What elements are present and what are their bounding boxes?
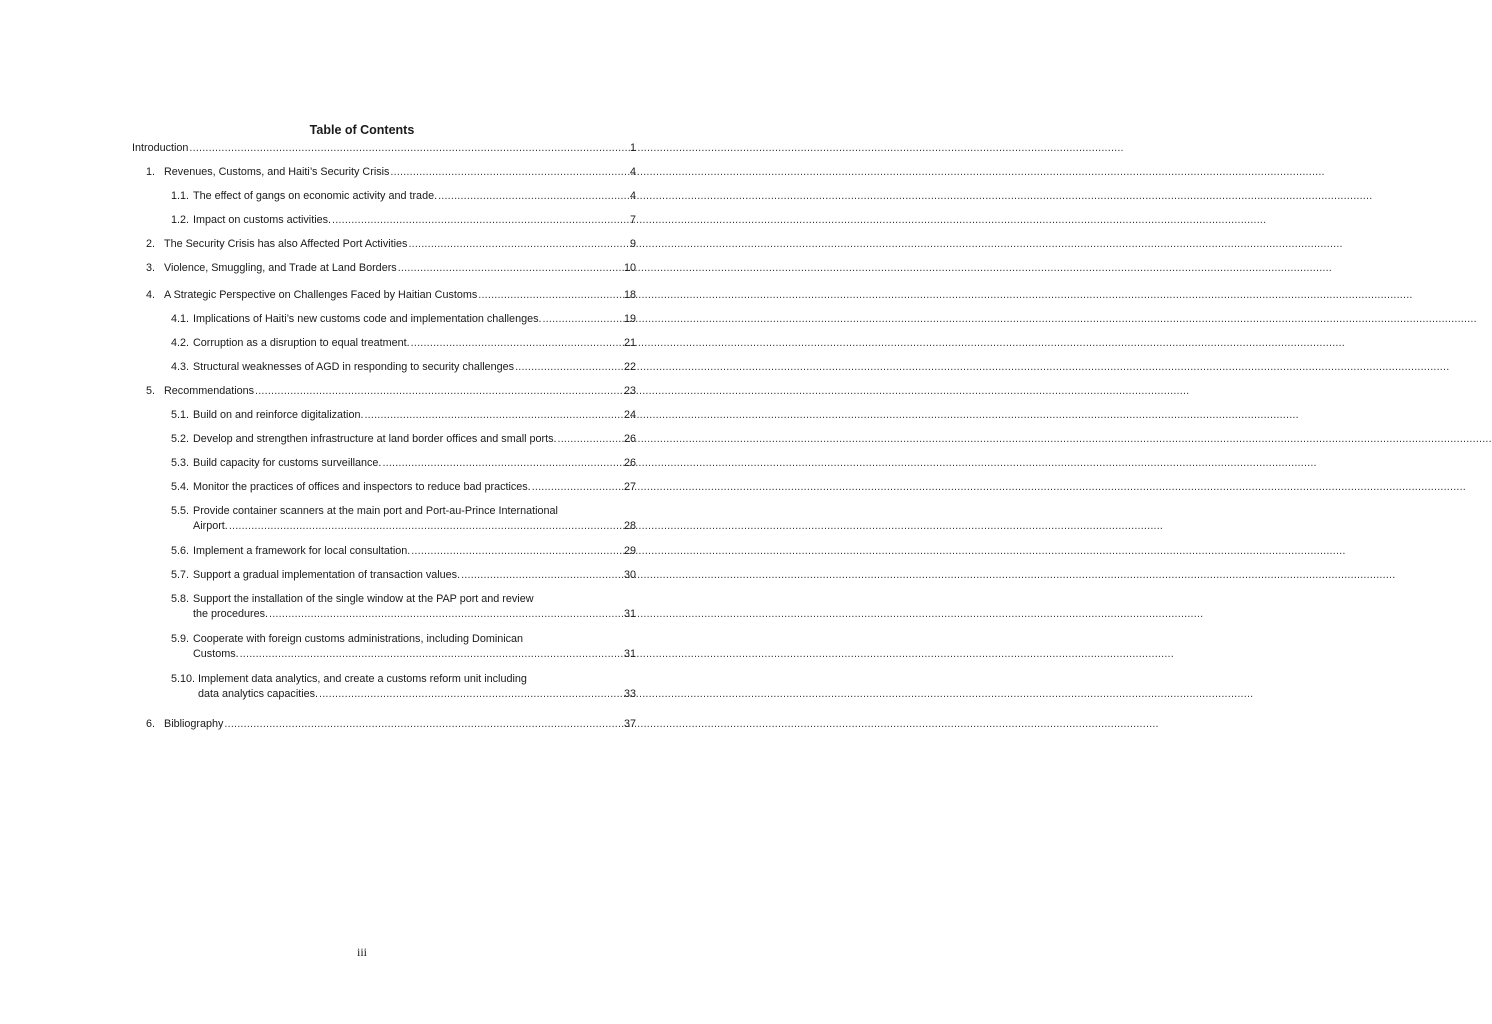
toc-title: Table of Contents: [309, 123, 415, 137]
dot-leader: [411, 336, 623, 351]
toc-entry-number: 5.3.: [171, 457, 190, 469]
dot-leader: [558, 432, 623, 447]
toc-entry-title: Monitor the practices of offices and inspectors to reduce bad practices.: [193, 481, 531, 493]
dot-leader: [515, 360, 623, 375]
dot-leader: [319, 687, 623, 702]
toc-entry[interactable]: [171, 312, 636, 327]
toc-entry-page: 23: [623, 385, 636, 397]
toc-entry-number: 2.: [146, 238, 156, 250]
dot-leader: [240, 647, 623, 662]
toc-entry[interactable]: [171, 213, 636, 228]
toc-entry-title: Support the installation of the single window at the PAP port and review: [193, 593, 534, 605]
toc-entry-title: Implement data analytics, and create a customs reform unit including: [198, 673, 527, 685]
toc-entry[interactable]: [146, 717, 636, 732]
toc-entry-page: 22: [623, 361, 636, 373]
toc-entry[interactable]: [146, 384, 636, 399]
toc-entry-title: Revenues, Customs, and Haiti’s Security Crisis: [164, 166, 390, 178]
toc-entry[interactable]: [171, 568, 636, 583]
toc-entry-page: 18: [623, 289, 636, 301]
toc-entry[interactable]: [171, 408, 636, 423]
toc-entry-title: Support a gradual implementation of transaction values.: [193, 569, 461, 581]
toc-entry[interactable]: [146, 237, 636, 252]
toc-entry-title: Cooperate with foreign customs administrations, including Dominican: [193, 633, 524, 645]
dot-leader: [332, 213, 629, 228]
toc-entry-title: Violence, Smuggling, and Trade at Land Borders: [164, 262, 397, 274]
toc-entry-page: 21: [623, 337, 636, 349]
toc-entry[interactable]: [171, 456, 636, 471]
dot-leader: [438, 189, 629, 204]
dot-leader: [224, 717, 623, 732]
toc-entry-title: Implement a framework for local consultation.: [193, 545, 411, 557]
toc-entry-title-continued: data analytics capacities.: [198, 688, 319, 700]
toc-entry-title: Impact on customs activities.: [193, 214, 332, 226]
page-number: iii: [356, 945, 367, 959]
toc-entry-number: 5.2.: [171, 433, 190, 445]
toc-entry-number: 1.2.: [171, 214, 190, 226]
toc-entry-page: 4: [629, 190, 636, 202]
toc-entry[interactable]: [171, 504, 636, 534]
dot-leader: [255, 384, 623, 399]
toc-entry-number: 5.6.: [171, 545, 190, 557]
toc-entry[interactable]: [171, 632, 636, 662]
toc-entry[interactable]: [146, 288, 636, 303]
toc-entry-number: 4.3.: [171, 361, 190, 373]
toc-entry-page: 1: [629, 142, 636, 154]
toc-entry-page: 19: [623, 313, 636, 325]
toc-entry[interactable]: [171, 360, 636, 375]
dot-leader: [364, 408, 623, 423]
toc-entry-page: 24: [623, 409, 636, 421]
toc-entry[interactable]: [132, 141, 636, 156]
toc-entry-title: Recommendations: [164, 385, 255, 397]
toc-entry-title: Build on and reinforce digitalization.: [193, 409, 364, 421]
toc-entry-number: 4.1.: [171, 313, 190, 325]
toc-entry-number: 4.: [146, 289, 156, 301]
toc-entry-page: 26: [623, 433, 636, 445]
toc-entry-page: 30: [623, 569, 636, 581]
toc-entry-page: 7: [629, 214, 636, 226]
toc-entry-title: Build capacity for customs surveillance.: [193, 457, 382, 469]
toc-entry-title: Structural weaknesses of AGD in responding to security challenges: [193, 361, 515, 373]
toc-entry-page: 28: [623, 520, 636, 532]
toc-entry-page: 37: [623, 718, 636, 730]
toc-entry-page: 9: [629, 238, 636, 250]
toc-entry-title: Provide container scanners at the main port and Port-au-Prince International: [193, 505, 558, 517]
toc-entry-title: Corruption as a disruption to equal treatment.: [193, 337, 410, 349]
toc-entry-number: 3.: [146, 262, 156, 274]
toc-entry-page: 27: [623, 481, 636, 493]
toc-entry-page: 26: [623, 457, 636, 469]
toc-entry-title: Bibliography: [164, 718, 224, 730]
toc-entry-title-continued: the procedures.: [193, 608, 269, 620]
toc-entry-page: 29: [623, 545, 636, 557]
toc-entry-number: 1.: [146, 166, 156, 178]
toc-entry-number: 5.: [146, 385, 156, 397]
dot-leader: [408, 237, 629, 252]
toc-entry[interactable]: [146, 261, 636, 276]
toc-entry-number: 5.5.: [171, 505, 190, 517]
toc-entry-title: A Strategic Perspective on Challenges Faced by Haitian Customs: [164, 289, 478, 301]
toc-entry-page: 31: [623, 648, 636, 660]
toc-entry-number: 4.2.: [171, 337, 190, 349]
toc-entry-title: Develop and strengthen infrastructure at land border offices and small ports.: [193, 433, 557, 445]
toc-entry-number: 5.9.: [171, 633, 190, 645]
toc-entry[interactable]: [146, 165, 636, 180]
toc-entry-number: 1.1.: [171, 190, 190, 202]
toc-entry-page: 31: [623, 608, 636, 620]
toc-entry-page: 4: [629, 166, 636, 178]
toc-entry[interactable]: [171, 544, 636, 559]
dot-leader: [411, 544, 623, 559]
toc-entry[interactable]: [171, 480, 636, 495]
toc-entry[interactable]: [171, 432, 636, 447]
toc-entry-title: Introduction: [132, 142, 189, 154]
dot-leader: [189, 141, 629, 156]
toc-entry-page: 10: [623, 262, 636, 274]
toc-entry-title: Implications of Haiti’s new customs code and implementation challenges.: [193, 313, 542, 325]
toc-entry-number: 6.: [146, 718, 156, 730]
toc-entry-title: The Security Crisis has also Affected Port Activities: [164, 238, 408, 250]
toc-entry-number: 5.8.: [171, 593, 190, 605]
dot-leader: [382, 456, 623, 471]
toc-entry-title-continued: Customs.: [193, 648, 239, 660]
toc-entry-number: 5.10.: [171, 673, 196, 685]
toc-entry-title-continued: Airport.: [193, 520, 228, 532]
dot-leader: [542, 312, 623, 327]
dot-leader: [478, 288, 623, 303]
toc-entry[interactable]: [171, 189, 636, 204]
dot-leader: [461, 568, 623, 583]
toc-entry-number: 5.7.: [171, 569, 190, 581]
dot-leader: [398, 261, 623, 276]
toc-entry[interactable]: [171, 336, 636, 351]
toc-entry-number: 5.4.: [171, 481, 190, 493]
toc-entry-page: 33: [623, 688, 636, 700]
toc-entry[interactable]: [171, 592, 636, 622]
dot-leader: [532, 480, 623, 495]
toc-entry-title: The effect of gangs on economic activity and trade.: [193, 190, 438, 202]
toc-entry-number: 5.1.: [171, 409, 190, 421]
dot-leader: [269, 607, 623, 622]
dot-leader: [390, 165, 629, 180]
toc-entry[interactable]: [171, 672, 636, 702]
dot-leader: [229, 519, 623, 534]
